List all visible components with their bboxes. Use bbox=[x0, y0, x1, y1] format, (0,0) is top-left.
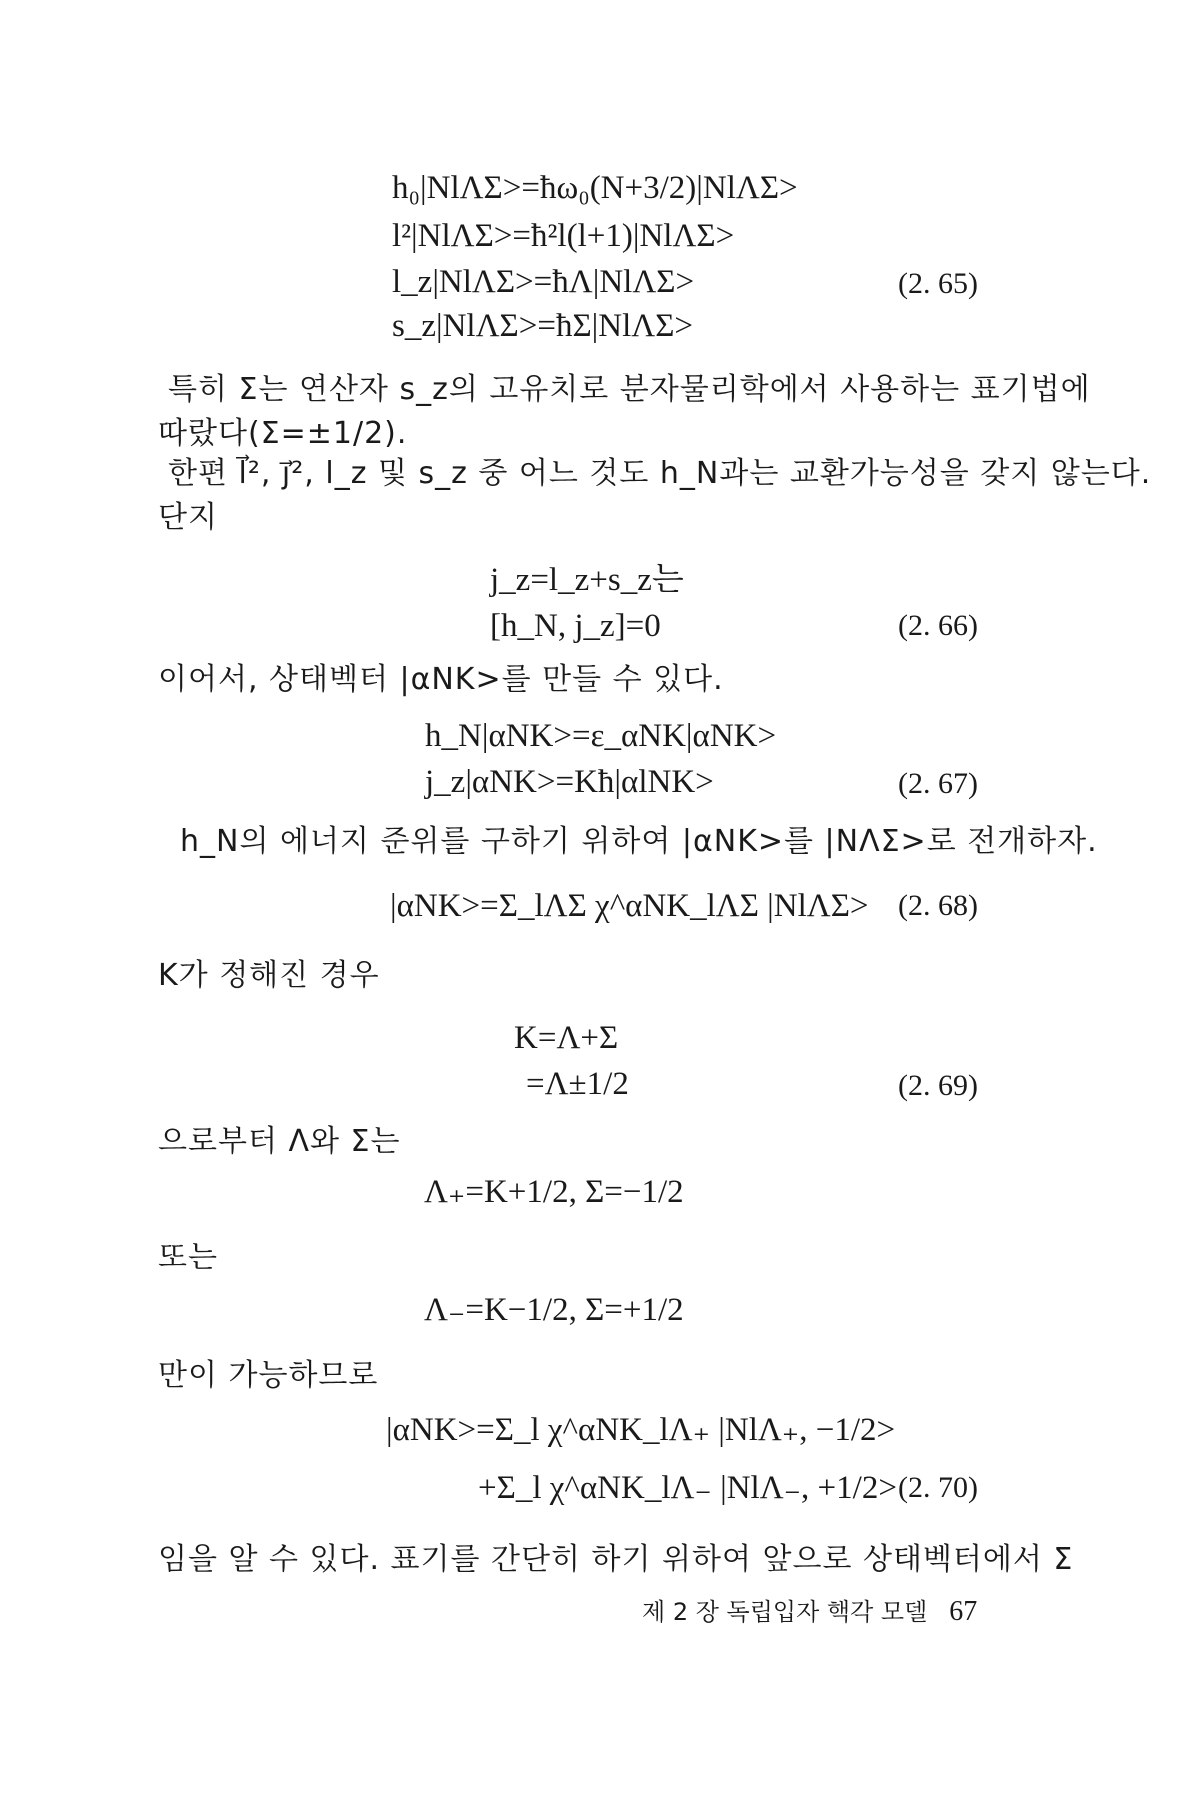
equation-2-67-line-1: h_N|αNK>=ε_αNK|αNK> bbox=[425, 718, 777, 754]
equation-2-69-line-1: K=Λ+Σ bbox=[514, 1020, 619, 1056]
running-footer bbox=[642, 1596, 977, 1628]
paragraph-3: 이어서, 상태벡터 |αNK>를 만들 수 있다. bbox=[158, 662, 724, 697]
equation-2-70-line-1: |αNK>=Σ_l χ^αNK_lΛ₊ |NlΛ₊, −1/2> bbox=[386, 1412, 896, 1448]
equation-number-2-67: (2. 67) bbox=[898, 767, 978, 800]
equation-number-2-65: (2. 65) bbox=[898, 267, 978, 300]
equation-lambda-minus: Λ₋=K−1/2, Σ=+1/2 bbox=[424, 1292, 684, 1328]
paragraph-7: 또는 bbox=[158, 1240, 218, 1275]
paragraph-4: h_N의 에너지 준위를 구하기 위하여 |αNK>를 |NΛΣ>로 전개하자. bbox=[180, 824, 1098, 859]
paragraph-2-line-1: 한편 l⃗², j⃗², l_z 및 s_z 중 어느 것도 h_N과는 교환가능성을 갖지 않는다. bbox=[168, 456, 1152, 491]
paragraph-1-line-1: 특히 Σ는 연산자 s_z의 고유치로 분자물리학에서 사용하는 표기법에 bbox=[168, 372, 1091, 407]
equation-2-65-line-3: l_z|NlΛΣ>=ħΛ|NlΛΣ> bbox=[392, 264, 695, 300]
paragraph-6: 으로부터 Λ와 Σ는 bbox=[158, 1124, 401, 1159]
paragraph-5: K가 정해진 경우 bbox=[158, 958, 380, 993]
equation-2-68: |αNK>=Σ_lΛΣ χ^αNK_lΛΣ |NlΛΣ> bbox=[390, 888, 869, 924]
chapter-title: 제 2 장 독립입자 핵각 모델 bbox=[642, 1598, 928, 1626]
equation-2-70-line-2: +Σ_l χ^αNK_lΛ₋ |NlΛ₋, +1/2> bbox=[478, 1470, 897, 1506]
equation-lambda-plus: Λ₊=K+1/2, Σ=−1/2 bbox=[424, 1174, 684, 1210]
equation-number-2-68: (2. 68) bbox=[898, 889, 978, 922]
equation-2-66-line-2: [h_N, j_z]=0 bbox=[490, 608, 661, 644]
paragraph-9: 임을 알 수 있다. 표기를 간단히 하기 위하여 앞으로 상태벡터에서 Σ bbox=[158, 1542, 1074, 1577]
equation-2-69-line-2: =Λ±1/2 bbox=[526, 1066, 629, 1102]
equation-2-65-line-2: l²|NlΛΣ>=ħ²l(l+1)|NlΛΣ> bbox=[392, 218, 735, 254]
equation-2-66-line-1: j_z=l_z+s_z는 bbox=[490, 562, 684, 598]
equation-number-2-69: (2. 69) bbox=[898, 1069, 978, 1102]
equation-2-67-line-2: j_z|αNK>=Kħ|αlNK> bbox=[425, 764, 714, 800]
equation-number-2-66: (2. 66) bbox=[898, 609, 978, 642]
equation-2-65-line-4: s_z|NlΛΣ>=ħΣ|NlΛΣ> bbox=[392, 308, 694, 344]
equation-2-65-line-1: h₀|NlΛΣ>=ħω₀(N+3/2)|NlΛΣ> bbox=[392, 170, 798, 206]
paragraph-2-line-2: 단지 bbox=[158, 500, 218, 535]
page-number: 67 bbox=[949, 1596, 978, 1627]
paragraph-1-line-2: 따랐다(Σ=±1/2). bbox=[158, 416, 408, 451]
equation-number-2-70: (2. 70) bbox=[898, 1471, 978, 1504]
paragraph-8: 만이 가능하므로 bbox=[158, 1358, 379, 1393]
